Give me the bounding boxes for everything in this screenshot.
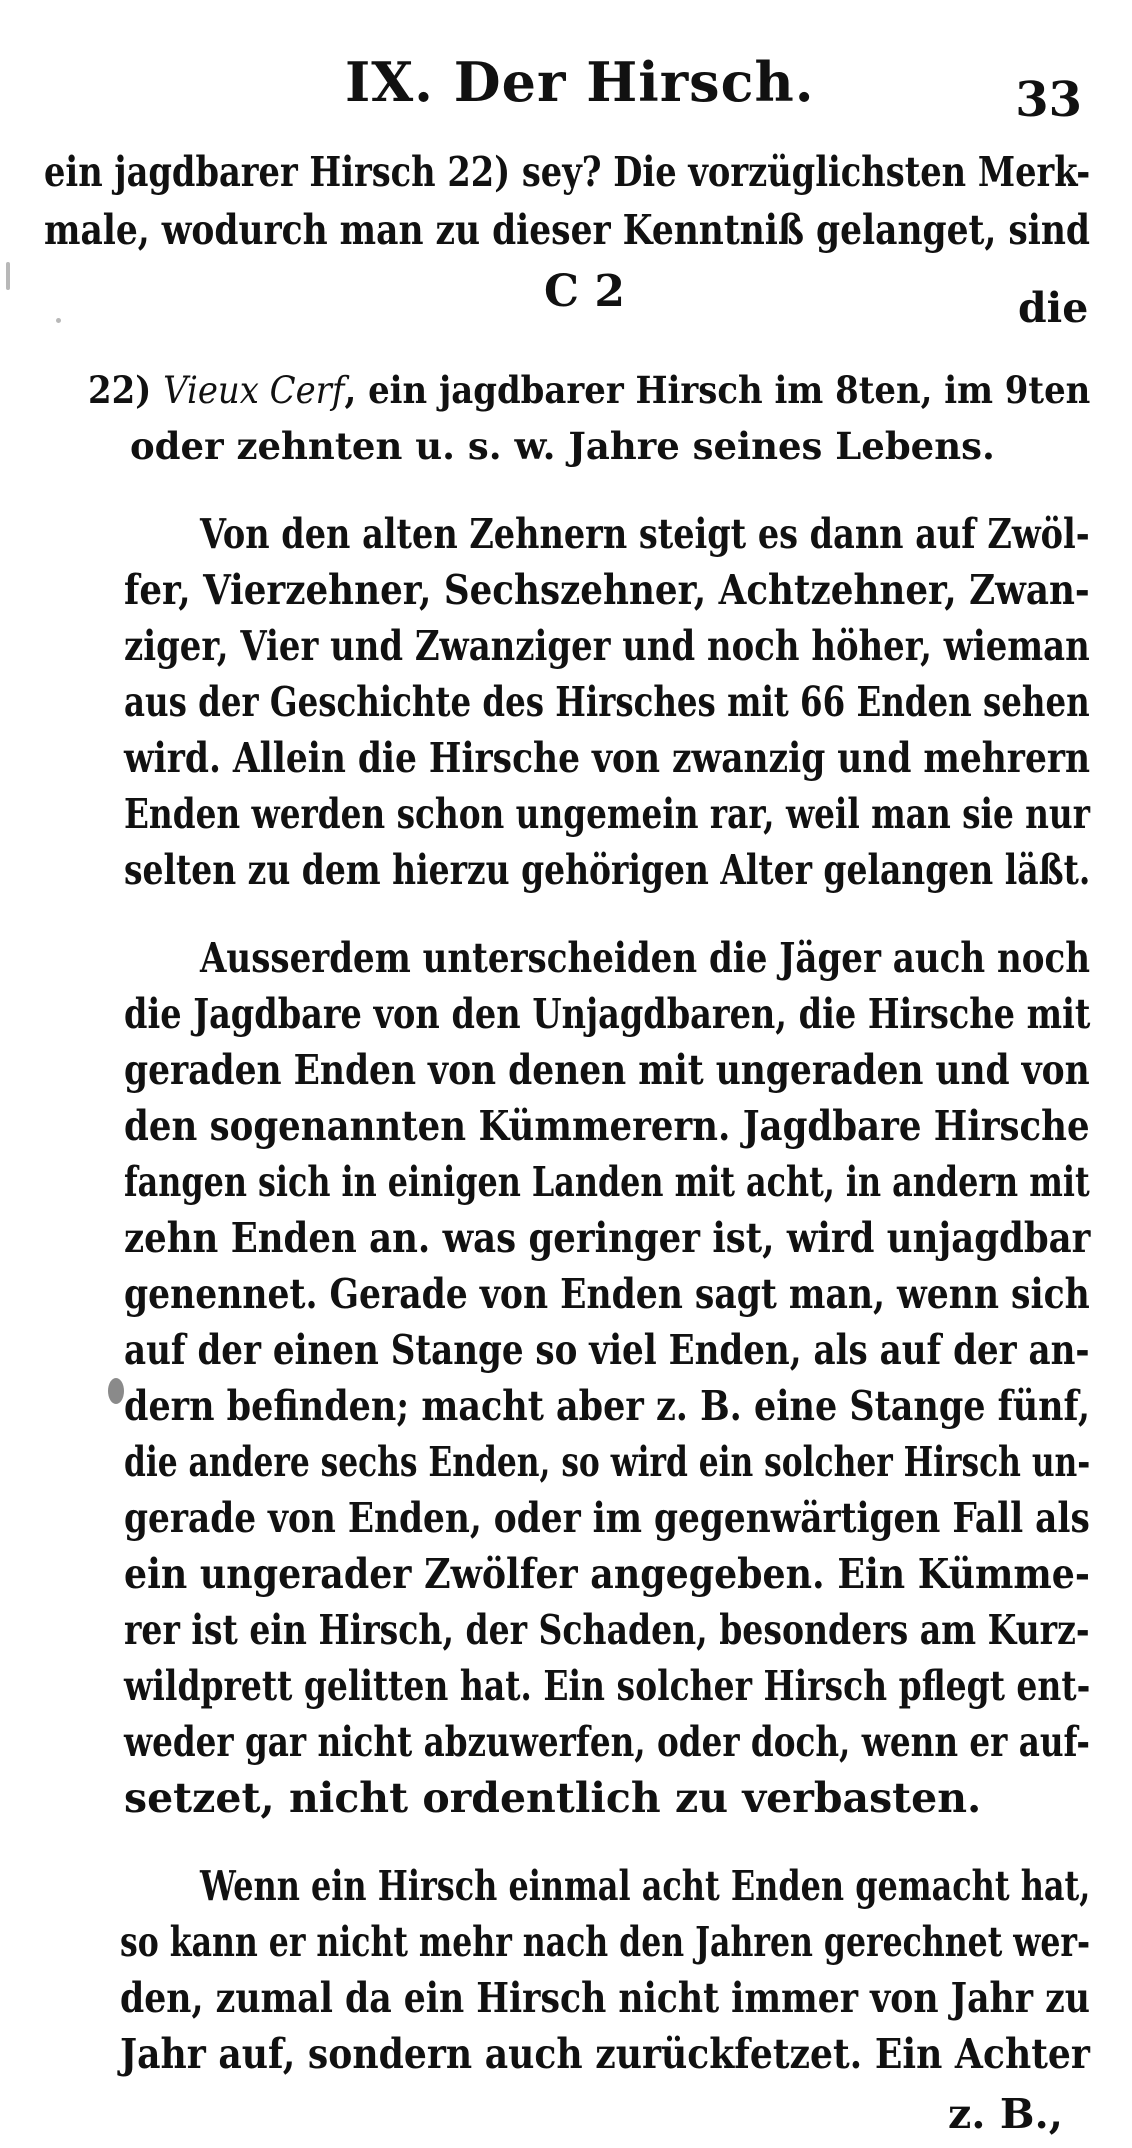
footnote-marker: 22): [88, 368, 152, 412]
body-line: ein jagdbarer Hirsch 22) sey? Die vorzüglichsten Merk-: [44, 148, 1091, 196]
body-line: den sogenannten Kümmerern. Jagdbare Hirsche: [124, 1102, 1090, 1150]
body-line: ein ungerader Zwölfer angegeben. Ein Kümme-: [124, 1550, 1090, 1598]
page-number: 33: [1015, 72, 1082, 128]
footnote-text: , ein jagdbarer Hirsch im 8ten, im 9ten: [344, 368, 1091, 412]
page-header: [0, 50, 1132, 130]
body-line: so kann er nicht mehr nach den Jahren gerechnet wer-: [120, 1918, 1091, 1966]
body-line: zehn Enden an. was geringer ist, wird unjagdbar: [124, 1214, 1091, 1262]
body-line: Jahr auf, sondern auch zurückfetzet. Ein Achter: [120, 2030, 1090, 2078]
body-line: male, wodurch man zu dieser Kenntniß gelanget, sind: [44, 206, 1091, 254]
footnote-term: Vieux Cerf: [163, 369, 345, 412]
scan-speck: [56, 318, 61, 323]
scan-speck: [6, 262, 10, 290]
body-line: fangen sich in einigen Landen mit acht, in andern mit: [124, 1158, 1090, 1206]
body-line: rer ist ein Hirsch, der Schaden, besonders am Kurz-: [124, 1606, 1090, 1654]
body-line: genennet. Gerade von Enden sagt man, wenn sich: [124, 1270, 1090, 1318]
body-line: gerade von Enden, oder im gegenwärtigen Fall als: [124, 1494, 1090, 1542]
signature-mark: C 2: [544, 266, 625, 317]
body-line: den, zumal da ein Hirsch nicht immer von Jahr zu: [120, 1974, 1090, 2022]
body-line: aus der Geschichte des Hirsches mit 66 Enden sehen: [124, 678, 1090, 726]
body-line: wildprett gelitten hat. Ein solcher Hirsch pflegt ent-: [124, 1662, 1091, 1710]
body-line: Ausserdem unterscheiden die Jäger auch noch: [200, 934, 1091, 982]
running-head: IX. Der Hirsch.: [345, 50, 815, 114]
scan-speck: [108, 1378, 124, 1404]
catchword: die: [1018, 284, 1089, 332]
body-line: die Jagdbare von den Unjagdbaren, die Hirsche mit: [124, 990, 1091, 1038]
body-line: geraden Enden von denen mit ungeraden und von: [124, 1046, 1090, 1094]
body-line: Enden werden schon ungemein rar, weil man sie nur: [124, 790, 1090, 838]
body-line: ziger, Vier und Zwanziger und noch höher, wieman: [124, 622, 1090, 670]
body-line: weder gar nicht abzuwerfen, oder doch, wenn er auf-: [124, 1718, 1090, 1766]
body-line: setzet, nicht ordentlich zu verbasten.: [124, 1774, 982, 1822]
body-line: selten zu dem hierzu gehörigen Alter gelangen läßt.: [124, 846, 1091, 894]
body-line: dern befinden; macht aber z. B. eine Stange fünf,: [124, 1382, 1090, 1430]
footnote-line: [88, 368, 1090, 412]
body-line: fer, Vierzehner, Sechszehner, Achtzehner, Zwan-: [124, 566, 1090, 614]
body-line: wird. Allein die Hirsche von zwanzig und mehrern: [124, 734, 1091, 782]
body-line: Von den alten Zehnern steigt es dann auf Zwöl-: [200, 510, 1090, 558]
body-line: auf der einen Stange so viel Enden, als auf der an-: [124, 1326, 1090, 1374]
body-line: Wenn ein Hirsch einmal acht Enden gemacht hat,: [200, 1862, 1091, 1910]
body-line: die andere sechs Enden, so wird ein solcher Hirsch un-: [124, 1438, 1091, 1486]
footnote-line: oder zehnten u. s. w. Jahre seines Lebens.: [130, 424, 995, 468]
catchword: z. B.,: [948, 2090, 1064, 2138]
